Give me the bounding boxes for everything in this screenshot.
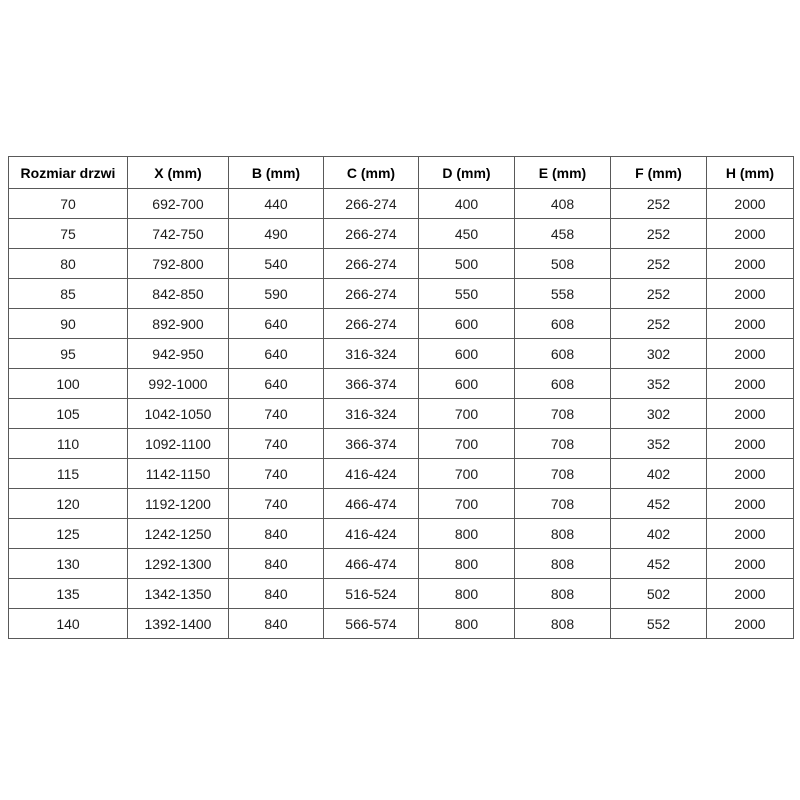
table-cell: 992-1000	[128, 369, 229, 399]
table-cell: 402	[611, 459, 707, 489]
table-cell: 1292-1300	[128, 549, 229, 579]
table-row	[9, 189, 794, 219]
table-cell: 400	[419, 189, 515, 219]
table-cell: 2000	[707, 609, 794, 639]
table-cell: 808	[515, 579, 611, 609]
table-cell: 1142-1150	[128, 459, 229, 489]
table-cell: 2000	[707, 339, 794, 369]
table-cell: 792-800	[128, 249, 229, 279]
table-cell: 700	[419, 459, 515, 489]
table-cell: 2000	[707, 249, 794, 279]
table-cell: 2000	[707, 309, 794, 339]
table-cell: 2000	[707, 399, 794, 429]
table-cell: 452	[611, 489, 707, 519]
table-cell: 692-700	[128, 189, 229, 219]
table-cell: 552	[611, 609, 707, 639]
table-cell: 808	[515, 609, 611, 639]
table-cell: 840	[229, 519, 324, 549]
table-cell: 708	[515, 429, 611, 459]
column-header-3: C (mm)	[324, 157, 419, 189]
column-header-2: B (mm)	[229, 157, 324, 189]
table-cell: 708	[515, 459, 611, 489]
table-cell: 416-424	[324, 519, 419, 549]
table-cell: 700	[419, 489, 515, 519]
column-header-1: X (mm)	[128, 157, 229, 189]
table-cell: 458	[515, 219, 611, 249]
table-cell: 252	[611, 189, 707, 219]
table-cell: 600	[419, 339, 515, 369]
table-cell: 416-424	[324, 459, 419, 489]
table-cell: 90	[9, 309, 128, 339]
table-row	[9, 519, 794, 549]
door-size-table-container	[8, 156, 794, 639]
table-row	[9, 309, 794, 339]
table-cell: 700	[419, 429, 515, 459]
table-cell: 800	[419, 609, 515, 639]
table-cell: 700	[419, 399, 515, 429]
table-cell: 566-574	[324, 609, 419, 639]
table-cell: 590	[229, 279, 324, 309]
table-cell: 502	[611, 579, 707, 609]
table-row	[9, 219, 794, 249]
table-cell: 500	[419, 249, 515, 279]
table-cell: 708	[515, 399, 611, 429]
table-cell: 2000	[707, 369, 794, 399]
table-cell: 1392-1400	[128, 609, 229, 639]
table-cell: 490	[229, 219, 324, 249]
table-cell: 740	[229, 489, 324, 519]
table-row	[9, 429, 794, 459]
table-cell: 2000	[707, 279, 794, 309]
table-cell: 452	[611, 549, 707, 579]
table-cell: 252	[611, 249, 707, 279]
table-cell: 80	[9, 249, 128, 279]
table-cell: 366-374	[324, 369, 419, 399]
table-cell: 550	[419, 279, 515, 309]
table-cell: 266-274	[324, 279, 419, 309]
table-cell: 2000	[707, 579, 794, 609]
table-cell: 440	[229, 189, 324, 219]
table-cell: 800	[419, 579, 515, 609]
column-header-0: Rozmiar drzwi	[9, 157, 128, 189]
table-cell: 75	[9, 219, 128, 249]
table-cell: 115	[9, 459, 128, 489]
table-cell: 450	[419, 219, 515, 249]
table-cell: 125	[9, 519, 128, 549]
table-cell: 708	[515, 489, 611, 519]
table-cell: 2000	[707, 429, 794, 459]
table-cell: 105	[9, 399, 128, 429]
table-cell: 1192-1200	[128, 489, 229, 519]
table-cell: 2000	[707, 459, 794, 489]
table-cell: 352	[611, 369, 707, 399]
table-cell: 266-274	[324, 249, 419, 279]
table-cell: 608	[515, 369, 611, 399]
table-cell: 892-900	[128, 309, 229, 339]
column-header-4: D (mm)	[419, 157, 515, 189]
header-row	[9, 157, 794, 189]
table-cell: 740	[229, 429, 324, 459]
table-row	[9, 249, 794, 279]
table-cell: 808	[515, 549, 611, 579]
table-cell: 266-274	[324, 309, 419, 339]
table-cell: 508	[515, 249, 611, 279]
table-cell: 302	[611, 399, 707, 429]
table-cell: 130	[9, 549, 128, 579]
table-cell: 558	[515, 279, 611, 309]
column-header-6: F (mm)	[611, 157, 707, 189]
table-cell: 316-324	[324, 399, 419, 429]
table-row	[9, 489, 794, 519]
table-cell: 2000	[707, 549, 794, 579]
table-cell: 366-374	[324, 429, 419, 459]
table-cell: 540	[229, 249, 324, 279]
table-cell: 840	[229, 549, 324, 579]
table-row	[9, 399, 794, 429]
table-cell: 840	[229, 609, 324, 639]
table-cell: 942-950	[128, 339, 229, 369]
table-cell: 808	[515, 519, 611, 549]
table-cell: 742-750	[128, 219, 229, 249]
table-cell: 252	[611, 219, 707, 249]
table-body	[9, 189, 794, 639]
table-cell: 100	[9, 369, 128, 399]
table-row	[9, 339, 794, 369]
table-cell: 252	[611, 279, 707, 309]
table-cell: 110	[9, 429, 128, 459]
table-cell: 95	[9, 339, 128, 369]
table-cell: 70	[9, 189, 128, 219]
table-cell: 140	[9, 609, 128, 639]
table-cell: 600	[419, 309, 515, 339]
table-cell: 408	[515, 189, 611, 219]
table-row	[9, 549, 794, 579]
table-cell: 466-474	[324, 489, 419, 519]
table-cell: 352	[611, 429, 707, 459]
table-cell: 120	[9, 489, 128, 519]
table-row	[9, 459, 794, 489]
table-cell: 800	[419, 549, 515, 579]
table-cell: 640	[229, 339, 324, 369]
table-row	[9, 279, 794, 309]
table-row	[9, 579, 794, 609]
table-cell: 135	[9, 579, 128, 609]
table-cell: 85	[9, 279, 128, 309]
table-cell: 800	[419, 519, 515, 549]
table-cell: 266-274	[324, 219, 419, 249]
table-row	[9, 609, 794, 639]
table-cell: 740	[229, 399, 324, 429]
table-cell: 316-324	[324, 339, 419, 369]
table-cell: 402	[611, 519, 707, 549]
table-cell: 640	[229, 309, 324, 339]
table-cell: 608	[515, 309, 611, 339]
table-row	[9, 369, 794, 399]
column-header-7: H (mm)	[707, 157, 794, 189]
table-cell: 2000	[707, 219, 794, 249]
table-cell: 1242-1250	[128, 519, 229, 549]
table-cell: 608	[515, 339, 611, 369]
table-cell: 302	[611, 339, 707, 369]
table-cell: 1342-1350	[128, 579, 229, 609]
table-cell: 842-850	[128, 279, 229, 309]
table-cell: 740	[229, 459, 324, 489]
table-cell: 1042-1050	[128, 399, 229, 429]
table-cell: 2000	[707, 489, 794, 519]
door-size-table	[8, 156, 794, 639]
table-cell: 466-474	[324, 549, 419, 579]
table-cell: 640	[229, 369, 324, 399]
table-cell: 600	[419, 369, 515, 399]
table-cell: 2000	[707, 189, 794, 219]
table-cell: 252	[611, 309, 707, 339]
table-cell: 516-524	[324, 579, 419, 609]
table-cell: 1092-1100	[128, 429, 229, 459]
table-cell: 840	[229, 579, 324, 609]
table-cell: 2000	[707, 519, 794, 549]
table-cell: 266-274	[324, 189, 419, 219]
column-header-5: E (mm)	[515, 157, 611, 189]
